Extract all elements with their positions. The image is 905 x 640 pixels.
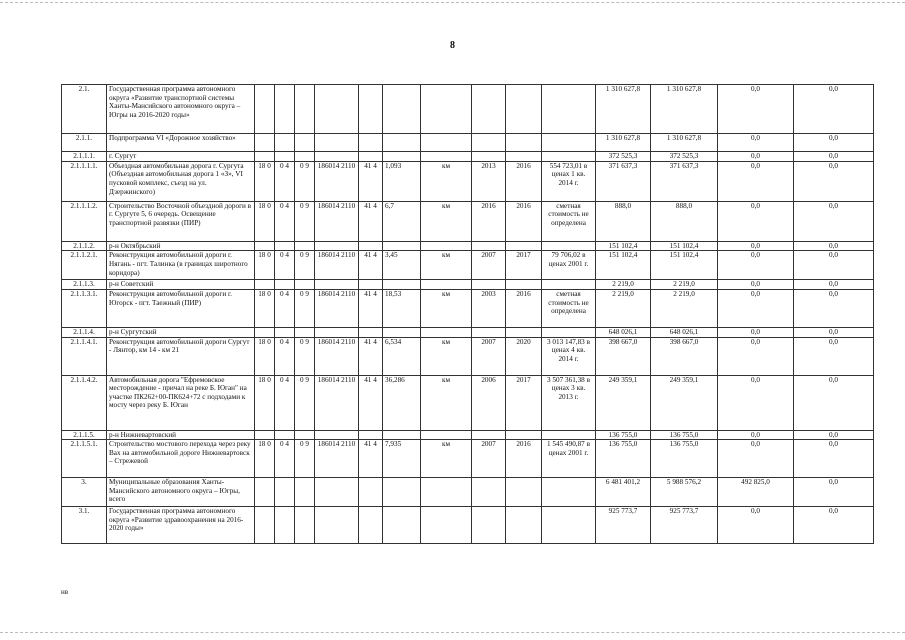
row-district-budget: 5 988 576,2: [651, 478, 718, 507]
table-row: [62, 280, 874, 290]
row-other-funds: 0,0: [794, 507, 874, 544]
row-unit: [421, 280, 472, 290]
row-end-year: [506, 430, 542, 440]
row-target-code: [315, 134, 359, 152]
row-code-a: 18 0: [255, 251, 275, 280]
row-total: 136 755,0: [596, 440, 651, 478]
row-start-year: 2007: [472, 251, 506, 280]
row-estimated-cost: сметная стоимость не определена: [542, 201, 596, 241]
row-estimated-cost: 3 507 361,38 в ценах 3 кв. 2013 г.: [542, 375, 596, 430]
row-total: 6 481 401,2: [596, 478, 651, 507]
row-expense-code: [359, 507, 383, 544]
row-code-c: 0 9: [295, 375, 315, 430]
row-capacity: [383, 280, 421, 290]
row-unit: [421, 327, 472, 337]
row-other-funds: 0,0: [794, 337, 874, 375]
row-name: р-н Нижневартовский: [107, 430, 255, 440]
row-total: 151 102,4: [596, 241, 651, 251]
row-target-code: 186014 2110: [315, 201, 359, 241]
row-target-code: 186014 2110: [315, 251, 359, 280]
row-code-c: [295, 280, 315, 290]
row-expense-code: 41 4: [359, 440, 383, 478]
row-code-a: [255, 327, 275, 337]
row-end-year: [506, 280, 542, 290]
row-district-budget: 1 310 627,8: [651, 85, 718, 134]
row-target-code: [315, 280, 359, 290]
row-number: 2.1.: [62, 85, 107, 134]
row-expense-code: [359, 327, 383, 337]
row-code-b: [275, 280, 295, 290]
row-municipal-budget: 0,0: [718, 161, 794, 201]
row-start-year: 2003: [472, 289, 506, 327]
row-end-year: 2016: [506, 161, 542, 201]
row-unit: [421, 478, 472, 507]
row-unit: км: [421, 251, 472, 280]
row-code-c: [295, 134, 315, 152]
row-other-funds: 0,0: [794, 85, 874, 134]
row-target-code: 186014 2110: [315, 161, 359, 201]
row-expense-code: [359, 280, 383, 290]
row-name: Подпрограмма VI «Дорожное хозяйство»: [107, 134, 255, 152]
row-start-year: [472, 478, 506, 507]
row-code-a: [255, 430, 275, 440]
row-other-funds: 0,0: [794, 478, 874, 507]
table-row: [62, 430, 874, 440]
row-code-b: [275, 327, 295, 337]
row-number: 2.1.1.3.1.: [62, 289, 107, 327]
table-row: [62, 85, 874, 134]
row-total: 136 755,0: [596, 430, 651, 440]
row-target-code: [315, 152, 359, 162]
row-unit: [421, 85, 472, 134]
row-end-year: 2017: [506, 375, 542, 430]
row-total: 249 359,1: [596, 375, 651, 430]
row-capacity: [383, 507, 421, 544]
row-estimated-cost: [542, 327, 596, 337]
row-code-b: 0 4: [275, 161, 295, 201]
row-code-a: [255, 507, 275, 544]
row-municipal-budget: 0,0: [718, 241, 794, 251]
row-district-budget: 888,0: [651, 201, 718, 241]
row-number: 2.1.1.5.: [62, 430, 107, 440]
row-capacity: 6,7: [383, 201, 421, 241]
row-start-year: [472, 280, 506, 290]
row-code-b: 0 4: [275, 251, 295, 280]
table-row: [62, 327, 874, 337]
row-capacity: [383, 134, 421, 152]
table-row: [62, 507, 874, 544]
row-expense-code: [359, 152, 383, 162]
row-municipal-budget: 0,0: [718, 327, 794, 337]
row-code-c: 0 9: [295, 289, 315, 327]
row-unit: [421, 152, 472, 162]
row-target-code: [315, 507, 359, 544]
row-other-funds: 0,0: [794, 201, 874, 241]
table-row: [62, 134, 874, 152]
row-end-year: 2016: [506, 201, 542, 241]
row-code-c: [295, 327, 315, 337]
row-code-c: 0 9: [295, 440, 315, 478]
row-number: 2.1.1.3.: [62, 280, 107, 290]
row-number: 3.1.: [62, 507, 107, 544]
row-code-b: [275, 134, 295, 152]
row-name: Объездная автомобильная дорога г. Сургута (Объездная автомобильная дорога 1 «З», VI пусковой комплекс, съезд на ул. Дзержинского): [107, 161, 255, 201]
row-estimated-cost: [542, 241, 596, 251]
row-name: Реконструкция автомобильной дороги Сургут - Лянтор, км 14 - км 21: [107, 337, 255, 375]
row-code-b: [275, 152, 295, 162]
row-target-code: [315, 430, 359, 440]
table-row: [62, 161, 874, 201]
row-other-funds: 0,0: [794, 327, 874, 337]
row-other-funds: 0,0: [794, 251, 874, 280]
scan-artifact-bottom: [0, 632, 905, 633]
table-body: [62, 85, 874, 544]
row-start-year: [472, 134, 506, 152]
row-code-c: [295, 152, 315, 162]
row-number: 2.1.1.4.: [62, 327, 107, 337]
row-total: 1 310 627,8: [596, 85, 651, 134]
row-end-year: [506, 478, 542, 507]
row-municipal-budget: 0,0: [718, 337, 794, 375]
row-name: Автомобильная дорога "Ефремовское месторождение - причал на реке Б. Юган" на участке ПК262+00-ПК624+72 с подходами к мосту через реку Б. Юган: [107, 375, 255, 430]
row-end-year: [506, 85, 542, 134]
row-municipal-budget: 0,0: [718, 375, 794, 430]
row-number: 2.1.1.1.2.: [62, 201, 107, 241]
table-row: [62, 241, 874, 251]
row-end-year: 2020: [506, 337, 542, 375]
row-number: 3.: [62, 478, 107, 507]
row-unit: км: [421, 201, 472, 241]
row-expense-code: 41 4: [359, 161, 383, 201]
row-municipal-budget: 0,0: [718, 251, 794, 280]
row-total: 925 773,7: [596, 507, 651, 544]
row-target-code: 186014 2110: [315, 337, 359, 375]
row-code-c: [295, 507, 315, 544]
row-code-c: 0 9: [295, 337, 315, 375]
row-name: Муниципальные образования Ханты-Мансийского автономного округа – Югры, всего: [107, 478, 255, 507]
row-estimated-cost: 554 723,01 в ценах 1 кв. 2014 г.: [542, 161, 596, 201]
row-estimated-cost: 1 545 490,87 в ценах 2001 г.: [542, 440, 596, 478]
row-code-a: [255, 134, 275, 152]
row-code-c: 0 9: [295, 251, 315, 280]
row-estimated-cost: [542, 430, 596, 440]
row-unit: [421, 241, 472, 251]
row-code-b: 0 4: [275, 440, 295, 478]
row-code-c: [295, 85, 315, 134]
row-code-b: 0 4: [275, 201, 295, 241]
row-capacity: 7,935: [383, 440, 421, 478]
row-name: Реконструкция автомобильной дороги г. Нягань - пгт. Талинка (в границах широтного коридора): [107, 251, 255, 280]
row-start-year: 2007: [472, 337, 506, 375]
row-capacity: 6,534: [383, 337, 421, 375]
row-number: 2.1.1.4.1.: [62, 337, 107, 375]
scan-artifact-top: [0, 2, 905, 3]
row-capacity: [383, 152, 421, 162]
row-end-year: [506, 327, 542, 337]
row-number: 2.1.1.1.1.: [62, 161, 107, 201]
table-row: [62, 251, 874, 280]
row-district-budget: 372 525,3: [651, 152, 718, 162]
row-start-year: 2007: [472, 440, 506, 478]
row-unit: [421, 430, 472, 440]
row-municipal-budget: 0,0: [718, 430, 794, 440]
row-district-budget: 2 219,0: [651, 280, 718, 290]
table-row: [62, 289, 874, 327]
row-code-a: 18 0: [255, 337, 275, 375]
row-start-year: 2013: [472, 161, 506, 201]
row-district-budget: 371 637,3: [651, 161, 718, 201]
row-district-budget: 648 026,1: [651, 327, 718, 337]
row-total: 398 667,0: [596, 337, 651, 375]
row-estimated-cost: [542, 85, 596, 134]
row-estimated-cost: [542, 507, 596, 544]
row-district-budget: 136 755,0: [651, 440, 718, 478]
row-code-a: 18 0: [255, 440, 275, 478]
row-capacity: 3,45: [383, 251, 421, 280]
row-municipal-budget: 0,0: [718, 201, 794, 241]
row-capacity: 1,093: [383, 161, 421, 201]
budget-table: [61, 84, 874, 544]
row-end-year: [506, 507, 542, 544]
row-capacity: 36,286: [383, 375, 421, 430]
row-capacity: 18,53: [383, 289, 421, 327]
row-code-a: 18 0: [255, 161, 275, 201]
row-code-a: [255, 478, 275, 507]
row-estimated-cost: [542, 152, 596, 162]
table-row: [62, 201, 874, 241]
row-municipal-budget: 0,0: [718, 85, 794, 134]
row-name: р-н Сургутский: [107, 327, 255, 337]
row-code-a: [255, 152, 275, 162]
row-expense-code: [359, 241, 383, 251]
row-code-a: [255, 280, 275, 290]
row-target-code: 186014 2110: [315, 440, 359, 478]
table-row: [62, 478, 874, 507]
row-target-code: [315, 327, 359, 337]
row-other-funds: 0,0: [794, 134, 874, 152]
row-expense-code: [359, 134, 383, 152]
row-capacity: [383, 241, 421, 251]
row-unit: км: [421, 289, 472, 327]
row-municipal-budget: 0,0: [718, 440, 794, 478]
row-number: 2.1.1.1.: [62, 152, 107, 162]
row-other-funds: 0,0: [794, 430, 874, 440]
row-district-budget: 136 755,0: [651, 430, 718, 440]
row-code-b: [275, 478, 295, 507]
row-target-code: [315, 241, 359, 251]
row-number: 2.1.1.2.1.: [62, 251, 107, 280]
row-district-budget: 1 310 627,8: [651, 134, 718, 152]
row-total: 648 026,1: [596, 327, 651, 337]
row-code-b: [275, 507, 295, 544]
row-number: 2.1.1.5.1.: [62, 440, 107, 478]
row-name: Государственная программа автономного округа «Развитие транспортной системы Ханты-Мансийского автономного округа – Югры на 2016-2020 годы»: [107, 85, 255, 134]
row-end-year: [506, 241, 542, 251]
row-expense-code: [359, 430, 383, 440]
row-total: 2 219,0: [596, 289, 651, 327]
page-number: 8: [450, 40, 455, 51]
row-code-b: [275, 430, 295, 440]
row-target-code: [315, 85, 359, 134]
row-unit: км: [421, 440, 472, 478]
row-other-funds: 0,0: [794, 289, 874, 327]
row-total: 151 102,4: [596, 251, 651, 280]
row-municipal-budget: 0,0: [718, 134, 794, 152]
row-number: 2.1.1.: [62, 134, 107, 152]
row-expense-code: 41 4: [359, 201, 383, 241]
row-other-funds: 0,0: [794, 280, 874, 290]
row-total: 372 525,3: [596, 152, 651, 162]
row-other-funds: 0,0: [794, 375, 874, 430]
row-other-funds: 0,0: [794, 152, 874, 162]
table-row: [62, 440, 874, 478]
row-estimated-cost: сметная стоимость не определена: [542, 289, 596, 327]
row-end-year: 2016: [506, 289, 542, 327]
table-row: [62, 375, 874, 430]
row-code-b: [275, 241, 295, 251]
row-district-budget: 398 667,0: [651, 337, 718, 375]
row-estimated-cost: 3 013 147,83 в ценах 4 кв. 2014 г.: [542, 337, 596, 375]
table-row: [62, 337, 874, 375]
row-start-year: [472, 241, 506, 251]
row-capacity: [383, 430, 421, 440]
row-code-b: 0 4: [275, 337, 295, 375]
row-total: 1 310 627,8: [596, 134, 651, 152]
row-estimated-cost: [542, 134, 596, 152]
row-other-funds: 0,0: [794, 440, 874, 478]
row-municipal-budget: 0,0: [718, 507, 794, 544]
row-expense-code: [359, 85, 383, 134]
row-code-a: 18 0: [255, 201, 275, 241]
row-other-funds: 0,0: [794, 241, 874, 251]
row-end-year: 2017: [506, 251, 542, 280]
row-estimated-cost: [542, 280, 596, 290]
row-code-c: [295, 241, 315, 251]
row-district-budget: 151 102,4: [651, 251, 718, 280]
row-end-year: 2016: [506, 440, 542, 478]
table-row: [62, 152, 874, 162]
row-estimated-cost: [542, 478, 596, 507]
row-total: 2 219,0: [596, 280, 651, 290]
row-estimated-cost: 79 706,02 в ценах 2001 г.: [542, 251, 596, 280]
row-expense-code: 41 4: [359, 337, 383, 375]
row-name: Реконструкция автомобильной дороги г. Югорск - пгт. Таежный (ПИР): [107, 289, 255, 327]
row-end-year: [506, 134, 542, 152]
row-code-b: 0 4: [275, 375, 295, 430]
row-code-c: [295, 430, 315, 440]
row-name: р-н Октябрьский: [107, 241, 255, 251]
row-start-year: [472, 152, 506, 162]
row-target-code: 186014 2110: [315, 289, 359, 327]
row-start-year: 2016: [472, 201, 506, 241]
row-code-c: [295, 478, 315, 507]
row-municipal-budget: 0,0: [718, 289, 794, 327]
row-unit: км: [421, 375, 472, 430]
row-unit: км: [421, 161, 472, 201]
row-other-funds: 0,0: [794, 161, 874, 201]
row-start-year: [472, 327, 506, 337]
row-capacity: [383, 327, 421, 337]
footer-mark: нв: [61, 588, 69, 596]
row-start-year: 2006: [472, 375, 506, 430]
row-name: г. Сургут: [107, 152, 255, 162]
row-code-b: [275, 85, 295, 134]
row-code-a: 18 0: [255, 375, 275, 430]
row-start-year: [472, 85, 506, 134]
row-expense-code: [359, 478, 383, 507]
row-district-budget: 249 359,1: [651, 375, 718, 430]
row-code-a: 18 0: [255, 289, 275, 327]
row-target-code: [315, 478, 359, 507]
row-total: 371 637,3: [596, 161, 651, 201]
row-expense-code: 41 4: [359, 251, 383, 280]
row-code-b: 0 4: [275, 289, 295, 327]
row-capacity: [383, 478, 421, 507]
row-code-c: 0 9: [295, 201, 315, 241]
row-capacity: [383, 85, 421, 134]
row-code-a: [255, 241, 275, 251]
row-expense-code: 41 4: [359, 375, 383, 430]
row-target-code: 186014 2110: [315, 375, 359, 430]
row-name: р-н Советский: [107, 280, 255, 290]
row-unit: км: [421, 337, 472, 375]
row-municipal-budget: 0,0: [718, 152, 794, 162]
row-name: Государственная программа автономного округа «Развитие здравоохранения на 2016-2020 годы»: [107, 507, 255, 544]
row-expense-code: 41 4: [359, 289, 383, 327]
row-municipal-budget: 0,0: [718, 280, 794, 290]
row-district-budget: 925 773,7: [651, 507, 718, 544]
row-number: 2.1.1.4.2.: [62, 375, 107, 430]
row-name: Строительство Восточной объездной дороги в г. Сургуте 5, 6 очередь. Освещение транспортной развязки (ПИР): [107, 201, 255, 241]
row-number: 2.1.1.2.: [62, 241, 107, 251]
row-district-budget: 151 102,4: [651, 241, 718, 251]
row-code-a: [255, 85, 275, 134]
row-total: 888,0: [596, 201, 651, 241]
row-district-budget: 2 219,0: [651, 289, 718, 327]
row-code-c: 0 9: [295, 161, 315, 201]
row-start-year: [472, 507, 506, 544]
row-name: Строительство мостового перехода через реку Вах на автомобильной дороге Нижневартовск – Стрежевой: [107, 440, 255, 478]
row-unit: [421, 507, 472, 544]
row-unit: [421, 134, 472, 152]
row-municipal-budget: 492 825,0: [718, 478, 794, 507]
row-start-year: [472, 430, 506, 440]
row-end-year: [506, 152, 542, 162]
